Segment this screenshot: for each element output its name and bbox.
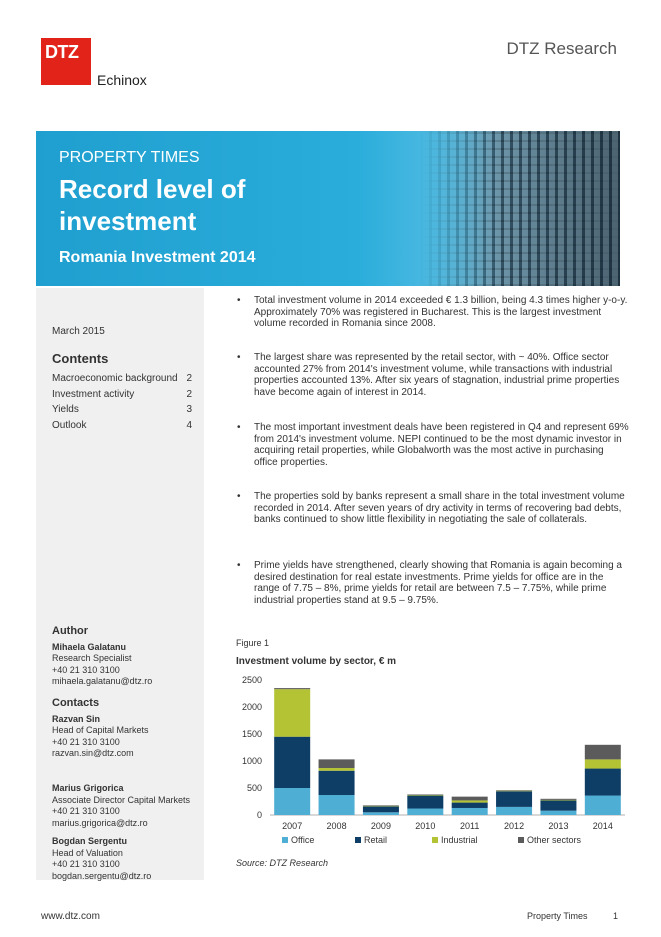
key-point: • Total investment volume in 2014 exceeded € 1.3 billion, being 4.3 times higher y-o-y. Approximately 70% was registered in Bucharest. This is the largest investment volume recorded in Romania since 2008. [237,295,629,330]
author-phone: +40 21 310 3100 [52,664,120,675]
y-tick-label: 1000 [241,756,262,766]
legend-label: Industrial [441,835,478,845]
y-tick-label: 500 [246,783,262,793]
title-banner [36,131,620,286]
author-block [52,626,202,688]
key-point: • The properties sold by banks represent a small share in the total investment volume recorded in 2014. After seven years of dry activity in terms of recovering bad debts, banks continued to show little flexibility in negotiating the sale of collaterals. [237,491,629,526]
bar-segment [319,795,355,815]
x-tick-label: 2012 [504,821,525,831]
bar-segment [496,791,532,792]
legend-label: Other sectors [527,835,582,845]
bar-segment [585,759,621,768]
figure-title: Investment volume by sector, € m [236,656,397,667]
bar-segment [452,808,488,815]
bar-segment [274,688,310,689]
footer-publication: Property Times [527,911,588,921]
bar-segment [540,800,576,810]
contact-email[interactable]: marius.grigorica@dtz.ro [52,817,148,828]
bar-segment [274,689,310,737]
contents-heading: Contents [52,351,109,366]
x-tick-label: 2008 [326,821,347,831]
author-email[interactable]: mihaela.galatanu@dtz.ro [52,676,153,686]
x-tick-label: 2013 [548,821,569,831]
toc-item[interactable]: Investment activity 2 [52,388,192,400]
contacts-heading: Contacts [52,697,100,709]
banner-kicker: PROPERTY TIMES [59,149,200,166]
contact-email[interactable]: razvan.sin@dtz.com [52,748,134,758]
bar-segment [363,806,399,812]
bar-segment [319,771,355,795]
key-point: • Prime yields have strengthened, clearly showing that Romania is again becoming a desired destination for real estate investments. Prime yields for office are in the range of 7.75 – 8%, prime yields for retail are between 7.5 – 7.75%, while prime industrial properties stand at 9.5 – 9.75%. [237,560,629,606]
legend-swatch [355,837,361,843]
author-name: Mihaela Galatanu [52,641,127,652]
bar-segment [585,769,621,796]
bar-segment [363,806,399,807]
legend-swatch [432,837,438,843]
bar-segment [319,759,355,768]
legend-label: Retail [364,835,388,845]
contact-email[interactable]: bogdan.sergentu@dtz.ro [52,870,152,881]
legend-swatch [282,837,288,843]
y-tick-label: 2500 [241,675,262,685]
contact-entry: Marius Grigorica Associate Director Capital Markets +40 21 310 3100 marius.grigorica@dtz.ro [52,783,202,829]
bar-segment [407,796,443,809]
figure-source: Source: DTZ Research [236,858,329,868]
bar-segment [274,788,310,815]
publication-date: March 2015 [52,326,105,337]
y-tick-label: 2000 [241,702,262,712]
author-heading: Author [52,625,89,637]
sidebar [36,288,204,880]
legend-label: Office [291,835,315,845]
building-photo [420,131,620,286]
bar-segment [496,791,532,807]
toc-item[interactable]: Yields 3 [52,404,192,415]
bar-segment [540,811,576,815]
bar-segment [496,790,532,791]
logo-subtitle: Echinox [97,72,147,88]
y-tick-label: 1500 [241,729,262,739]
key-point: • The most important investment deals have been registered in Q4 and represent 69% from 2014's investment volume. NEPI continued to be the most dynamic investor in acquiring retail properties, while Globalworth was the most active in purchasing office properties. [237,422,629,468]
contact-entry: Razvan Sin Head of Capital Markets +40 21 310 3100 razvan.sin@dtz.com [52,714,202,760]
bar-segment [452,797,488,801]
contacts-block [52,698,202,760]
bar-segment [540,799,576,800]
contact-entry: Bogdan Sergentu Head of Valuation +40 21 310 3100 bogdan.sergentu@dtz.ro [52,836,202,882]
bar-segment [407,794,443,795]
bar-segment [585,745,621,760]
author-role: Research Specialist [52,653,132,663]
bar-segment [452,800,488,802]
x-tick-label: 2007 [282,821,303,831]
bar-segment [407,809,443,815]
key-point: • The largest share was represented by the retail sector, with ~ 40%. Office sector accounted 27% from 2014's investment volume, while transactions with industrial properties accounted 13%. After six years of stagnation, industrial prime properties have become again of interest in 2014. [237,352,629,398]
brand-name: DTZ Research [506,39,617,58]
page-title: Record level of investment [59,174,246,236]
bar-segment [540,800,576,801]
x-tick-label: 2010 [415,821,436,831]
bar-segment [274,737,310,788]
x-tick-label: 2011 [460,821,480,831]
bar-segment [363,812,399,815]
bar-segment [585,796,621,815]
y-tick-label: 0 [256,810,262,820]
toc-item[interactable]: Outlook 4 [52,419,192,431]
bar-segment [363,805,399,806]
page-subtitle: Romania Investment 2014 [59,249,256,266]
bar-segment [407,795,443,796]
logo-text: DTZ [45,42,79,62]
bar-segment [496,807,532,815]
table-of-contents [52,371,192,433]
legend-swatch [518,837,524,843]
investment-bar-chart [230,670,630,856]
footer-url[interactable]: www.dtz.com [41,911,100,922]
x-tick-label: 2014 [592,821,613,831]
page-number: 1 [613,911,619,921]
bar-segment [452,803,488,808]
x-tick-label: 2009 [370,821,391,831]
figure-label: Figure 1 [236,638,270,648]
bar-segment [319,768,355,771]
toc-item[interactable]: Macroeconomic background 2 [52,373,192,384]
